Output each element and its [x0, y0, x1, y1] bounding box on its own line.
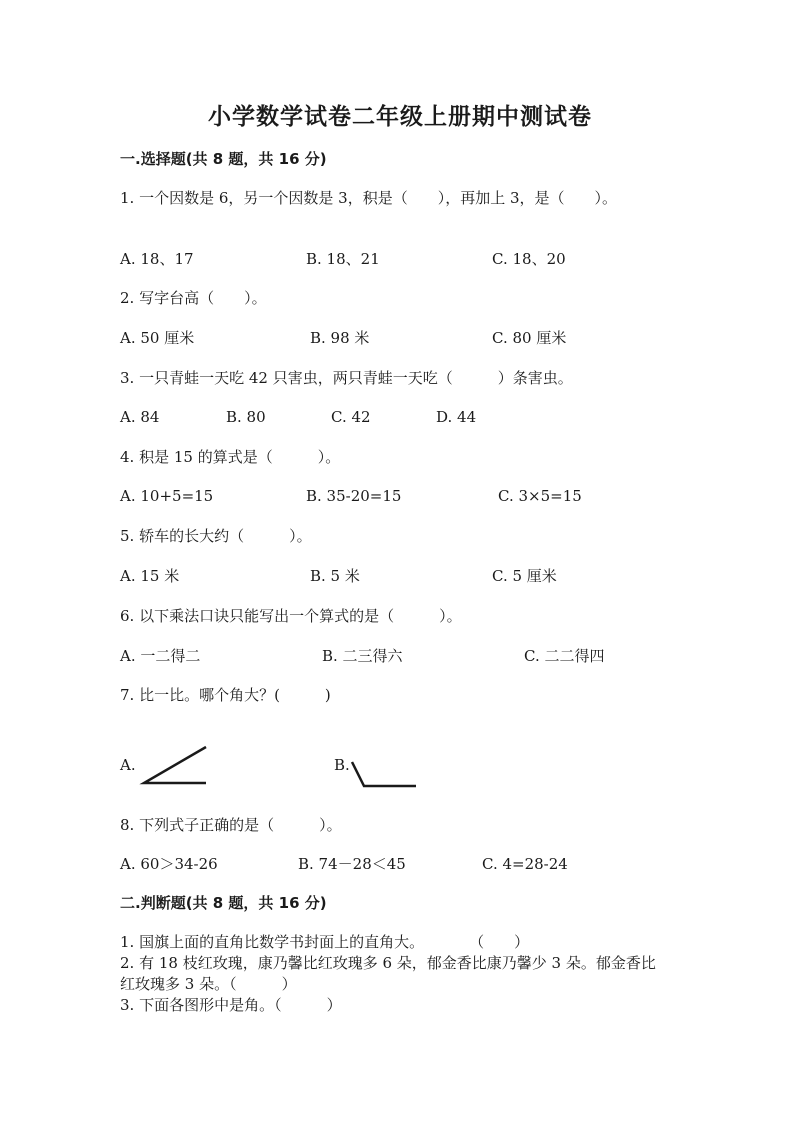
q2-option-c[interactable]: C. 80 厘米: [492, 329, 567, 347]
q8-option-a[interactable]: A. 60＞34-26: [120, 855, 218, 873]
question-3: 3. 一只青蛙一天吃 42 只害虫，两只青蛙一天吃（ ）条害虫。: [120, 369, 573, 387]
q1-option-b[interactable]: B. 18、21: [306, 250, 380, 268]
q3-option-c[interactable]: C. 42: [331, 408, 371, 426]
q4-option-c[interactable]: C. 3×5=15: [498, 487, 582, 505]
q7-option-a[interactable]: A.: [120, 756, 136, 774]
q5-option-b[interactable]: B. 5 米: [310, 567, 360, 585]
angle-a-figure: [140, 745, 210, 787]
q7-option-b[interactable]: B.: [334, 756, 350, 774]
judgment-1: 1. 国旗上面的直角比数学书封面上的直角大。 （ ）: [120, 933, 530, 951]
section-heading-judgment: 二.判断题(共 8 题，共 16 分): [120, 894, 327, 912]
question-8: 8. 下列式子正确的是（ ）。: [120, 816, 342, 834]
q2-option-a[interactable]: A. 50 厘米: [120, 329, 195, 347]
judgment-2-line-1: 2. 有 18 枝红玫瑰，康乃馨比红玫瑰多 6 朵，郁金香比康乃馨少 3 朵。郁金香比: [120, 954, 656, 972]
question-1: 1. 一个因数是 6，另一个因数是 3，积是（ ），再加上 3，是（ ）。: [120, 189, 618, 207]
q8-option-c[interactable]: C. 4=28-24: [482, 855, 568, 873]
question-6: 6. 以下乘法口诀只能写出一个算式的是（ ）。: [120, 607, 462, 625]
q1-option-a[interactable]: A. 18、17: [120, 250, 194, 268]
judgment-3: 3. 下面各图形中是角。（ ）: [120, 996, 342, 1014]
question-5: 5. 轿车的长大约（ ）。: [120, 527, 312, 545]
judgment-2-line-2: 红玫瑰多 3 朵。（ ）: [120, 975, 297, 993]
question-4: 4. 积是 15 的算式是（ ）。: [120, 448, 341, 466]
q2-option-b[interactable]: B. 98 米: [310, 329, 370, 347]
q3-option-a[interactable]: A. 84: [120, 408, 160, 426]
question-7: 7. 比一比。哪个角大？( ): [120, 686, 331, 704]
section-heading-choice: 一.选择题(共 8 题，共 16 分): [120, 150, 327, 168]
q6-option-b[interactable]: B. 二三得六: [322, 647, 403, 665]
q8-option-b[interactable]: B. 74－28＜45: [298, 855, 406, 873]
page-title: 小学数学试卷二年级上册期中测试卷: [208, 104, 592, 130]
q5-option-a[interactable]: A. 15 米: [120, 567, 180, 585]
q5-option-c[interactable]: C. 5 厘米: [492, 567, 557, 585]
q3-option-b[interactable]: B. 80: [226, 408, 266, 426]
q4-option-a[interactable]: A. 10+5=15: [120, 487, 214, 505]
q6-option-c[interactable]: C. 二二得四: [524, 647, 605, 665]
q6-option-a[interactable]: A. 一二得二: [120, 647, 201, 665]
q3-option-d[interactable]: D. 44: [436, 408, 477, 426]
question-2: 2. 写字台高（ ）。: [120, 289, 267, 307]
angle-b-figure: [350, 760, 420, 790]
q1-option-c[interactable]: C. 18、20: [492, 250, 566, 268]
q4-option-b[interactable]: B. 35-20=15: [306, 487, 402, 505]
